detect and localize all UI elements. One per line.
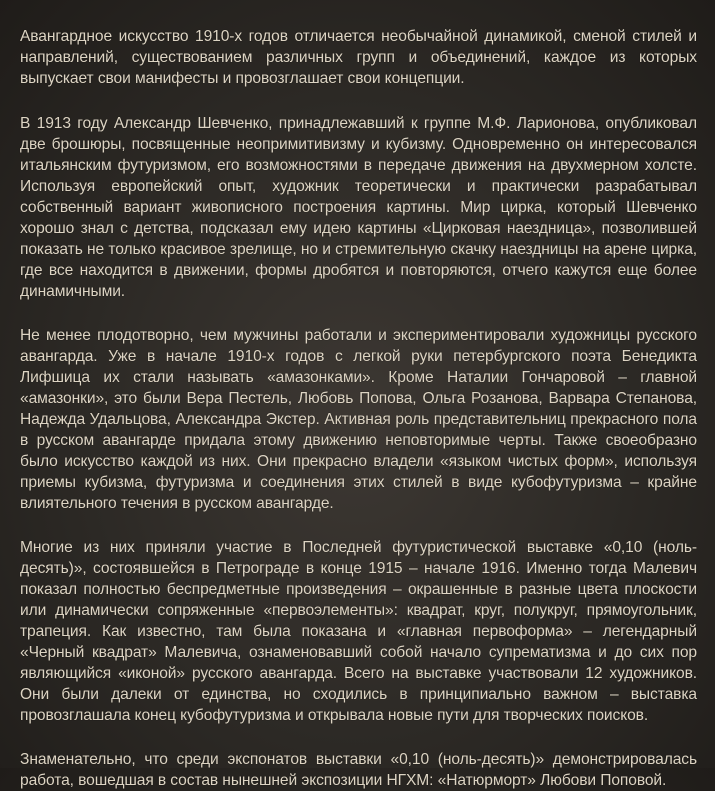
paragraph-avant-garde-intro: Авангардное искусство 1910-х годов отличается необычайной динамикой, сменой стилей и направлений, существованием различных групп и объединений, каждое из которых выпускает свои манифесты и провозглашает свои концепции. [20,28,697,87]
paragraph-shevchenko: В 1913 году Александр Шевченко, принадлежавший к группе М.Ф. Ларионова, опубликовал две брошюры, посвященные неопримитивизму и кубизму. Одновременно он интересовался итальянским футуризмом, его возможностями в передаче движения на двухмерном холсте. Используя европейский опыт, художник теоретически и практически разрабатывал собственный вариант живописного построения картины. Мир цирка, который Шевченко хорошо знал с детства, подсказал ему идею картины «Цирковая наездница», позволившей показать не только красивое зрелище, но и стремительную скачку наездницы на арене цирка, где все находится в движении, формы дробятся и повторяются, отчего кажутся еще более динамичными. [20,115,697,300]
paragraph-amazons: Не менее плодотворно, чем мужчины работали и экспериментировали художницы русского авангарда. Уже в начале 1910-х годов с легкой руки петербургского поэта Бенедикта Лифшица их стали называть «амазонками». Кроме Наталии Гончаровой – главной «амазонки», это были Вера Пестель, Любовь Попова, Ольга Розанова, Варвара Степанова, Надежда Удальцова, Александра Экстер. Активная роль представительниц прекрасного пола в русском авангарде придала этому движению неповторимые черты. Также своеобразно было искусство каждой из них. Они прекрасно владели «языком чистых форм», используя приемы кубизма, футуризма и соединения этих стилей в виде кубофутуризма – крайне влиятельного течения в русском авангарде. [20,327,697,512]
paragraph-exhibition-0-10: Многие из них приняли участие в Последней футуристической выставке «0,10 (ноль-десять)», состоявшейся в Петрограде в конце 1915 – начале 1916. Именно тогда Малевич показал полностью беспредметные произведения – окрашенные в разные цвета плоскости или динамически сопряженные «первоэлементы»: квадрат, круг, полукруг, прямоугольник, трапеция. Как известно, там была показана и «главная первоформа» – легендарный «Черный квадрат» Малевича, ознаменовавший собой начало супрематизма и до сих пор являющийся «иконой» русского авангарда. Всего на выставке участвовали 12 художников. Они были далеки от единства, но сходились в принципиально важном – выставка провозглашала конец кубофутуризма и открывала новые пути для творческих поисков. [20,539,697,724]
paragraph-popova-still-life: Знаменательно, что среди экспонатов выставки «0,10 (ноль-десять)» демонстрировалась работа, вошедшая в состав нынешней экспозиции НГХМ: «Натюрморт» Любови Поповой. [20,751,697,789]
